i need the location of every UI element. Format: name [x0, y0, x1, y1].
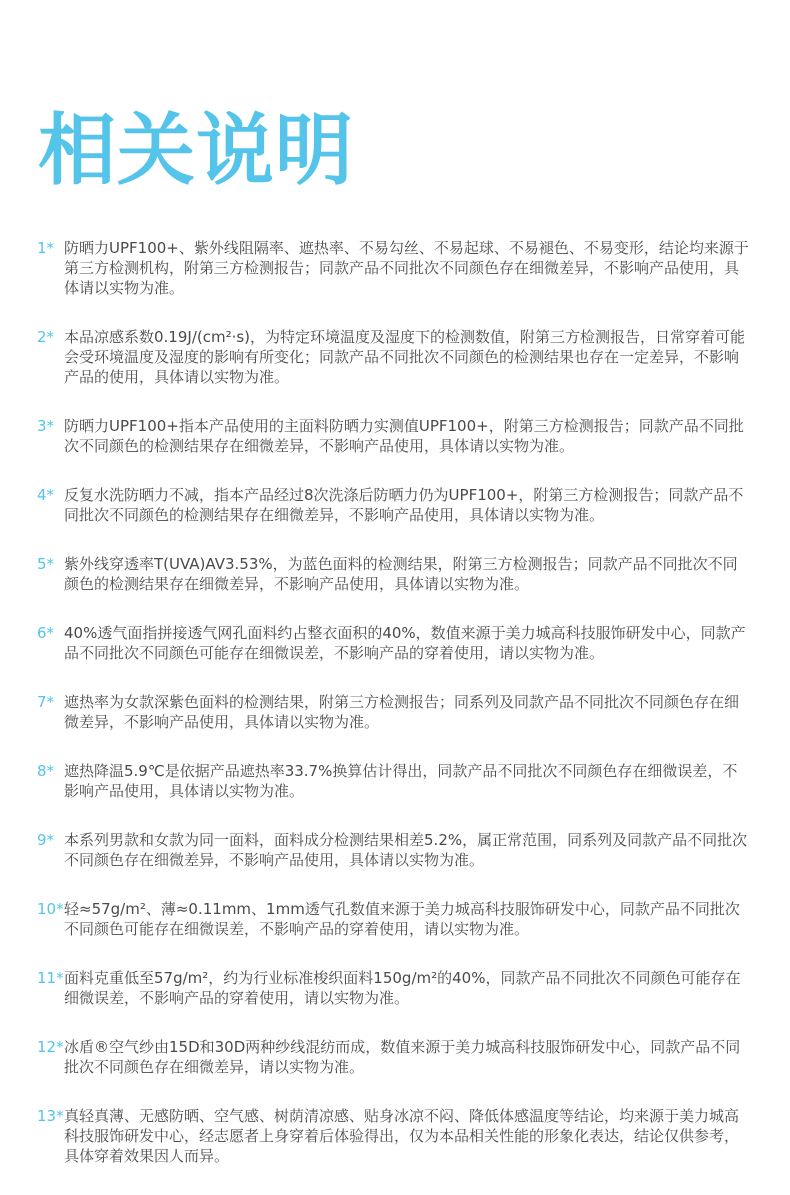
note-item — [37, 327, 749, 387]
note-marker: 9* — [37, 831, 55, 849]
note-marker: 6* — [37, 624, 55, 642]
note-marker: 4* — [37, 486, 55, 504]
note-item — [37, 761, 749, 801]
note-marker: 8* — [37, 762, 55, 780]
note-text: 轻≈57g/m²、薄≈0.11mm、1mm透气孔数值来源于美力城高科技服饰研发中心，同款产品不同批次不同颜色可能存在细微误差，不影响产品的穿着使用，请以实物为准。 — [64, 900, 740, 938]
note-text: 紫外线穿透率T(UVA)AV3.53%，为蓝色面料的检测结果，附第三方检测报告；同款产品不同批次不同颜色的检测结果存在细微差异，不影响产品使用，具体请以实物为准。 — [64, 555, 738, 593]
note-text: 40%透气面指拼接透气网孔面料约占整衣面积的40%，数值来源于美力城高科技服饰研发中心，同款产品不同批次不同颜色可能存在细微误差，不影响产品的穿着使用，请以实物为准。 — [64, 624, 746, 662]
note-text: 面料克重低至57g/m²，约为行业标准梭织面料150g/m²的40%，同款产品不同批次不同颜色可能存在细微误差，不影响产品的穿着使用，请以实物为准。 — [64, 969, 741, 1007]
page-title: 相关说明 — [38, 106, 355, 196]
note-marker: 13* — [37, 1107, 64, 1125]
note-text: 防晒力UPF100+、紫外线阻隔率、遮热率、不易勾丝、不易起球、不易褪色、不易变形，结论均来源于第三方检测机构，附第三方检测报告；同款产品不同批次不同颜色存在细微差异，不影响产品使用，具体请以实物为准。 — [64, 239, 749, 297]
note-text: 遮热降温5.9℃是依据产品遮热率33.7%换算估计得出，同款产品不同批次不同颜色存在细微误差，不影响产品使用，具体请以实物为准。 — [64, 762, 738, 800]
note-item — [37, 692, 749, 732]
note-text: 防晒力UPF100+指本产品使用的主面料防晒力实测值UPF100+，附第三方检测报告；同款产品不同批次不同颜色的检测结果存在细微差异，不影响产品使用，具体请以实物为准。 — [64, 417, 744, 455]
note-text: 反复水洗防晒力不减，指本产品经过8次洗涤后防晒力仍为UPF100+，附第三方检测报告；同款产品不同批次不同颜色的检测结果存在细微差异，不影响产品使用，具体请以实物为准。 — [64, 486, 744, 524]
note-text: 遮热率为女款深紫色面料的检测结果，附第三方检测报告；同系列及同款产品不同批次不同颜色存在细微差异，不影响产品使用，具体请以实物为准。 — [64, 693, 740, 731]
note-item — [37, 1106, 749, 1166]
note-item — [37, 238, 749, 298]
note-item — [37, 899, 749, 939]
note-item — [37, 485, 749, 525]
note-item — [37, 623, 749, 663]
note-item — [37, 830, 749, 870]
note-marker: 2* — [37, 328, 55, 346]
note-item — [37, 554, 749, 594]
note-marker: 3* — [37, 417, 55, 435]
note-marker: 1* — [37, 239, 55, 257]
notes-list — [37, 238, 749, 1195]
note-marker: 5* — [37, 555, 55, 573]
note-marker: 7* — [37, 693, 55, 711]
note-text: 本品凉感系数0.19J/(cm²·s)，为特定环境温度及湿度下的检测数值，附第三方检测报告，日常穿着可能会受环境温度及湿度的影响有所变化；同款产品不同批次不同颜色的检测结果也存在一定差异，不影响产品的使用，具体请以实物为准。 — [64, 328, 746, 386]
note-text: 真轻真薄、无感防晒、空气感、树荫清凉感、贴身冰凉不闷、降低体感温度等结论，均来源于美力城高科技服饰研发中心，经志愿者上身穿着后体验得出，仅为本品相关性能的形象化表达，结论仅供参考，具体穿着效果因人而异。 — [64, 1107, 740, 1165]
note-item — [37, 416, 749, 456]
note-marker: 11* — [37, 969, 64, 987]
note-item — [37, 968, 749, 1008]
note-text: 冰盾®空气纱由15D和30D两种纱线混纺而成，数值来源于美力城高科技服饰研发中心，同款产品不同批次不同颜色存在细微差异，请以实物为准。 — [64, 1038, 741, 1076]
note-marker: 10* — [37, 900, 64, 918]
note-item — [37, 1037, 749, 1077]
note-text: 本系列男款和女款为同一面料，面料成分检测结果相差5.2%，属正常范围，同系列及同款产品不同批次不同颜色存在细微差异，不影响产品使用，具体请以实物为准。 — [64, 831, 748, 869]
note-marker: 12* — [37, 1038, 64, 1056]
